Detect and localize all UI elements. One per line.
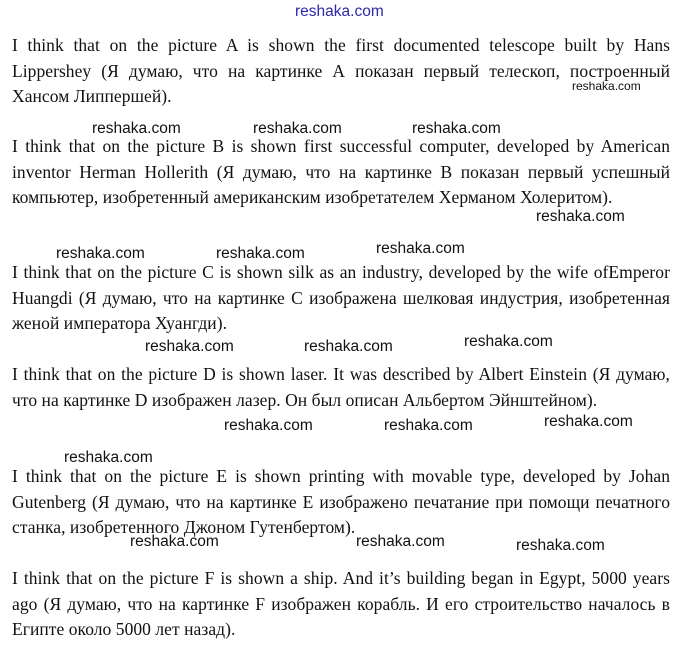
watermark: reshaka.com bbox=[544, 413, 633, 430]
watermark: reshaka.com bbox=[412, 120, 501, 137]
paragraph-picture-b: I think that on the picture B is shown first successful computer, developed by American inventor Herman Hollerith (Я думаю, что на картинке В показан первый успешный компьютер, изобретенный американским изобретателем Херманом Холеритом). bbox=[12, 136, 670, 207]
watermark: reshaka.com bbox=[536, 208, 625, 225]
watermark: reshaka.com bbox=[224, 417, 313, 434]
watermark: reshaka.com bbox=[376, 240, 465, 257]
paragraph-picture-f: I think that on the picture F is shown a ship. And it’s building began in Egypt, 5000 years ago (Я думаю, что на картинке F изображен корабль. И его строительство началось в Египте около 5000 лет назад). bbox=[12, 568, 670, 639]
paragraph-picture-d: I think that on the picture D is shown laser. It was described by Albert Einstein (Я думаю, что на картинке D изображен лазер. Он был описан Альбертом Эйнштейном). bbox=[12, 364, 670, 410]
watermark: reshaka.com bbox=[130, 533, 219, 550]
watermark: reshaka.com bbox=[356, 533, 445, 550]
watermark: reshaka.com bbox=[92, 120, 181, 137]
paragraph-picture-a: I think that on the picture A is shown the first documented telescope built by Hans Lippershey (Я думаю, что на картинке А показан первый телескоп, построенный Хансом Липпершей). bbox=[12, 35, 670, 106]
watermark: reshaka.com bbox=[216, 245, 305, 262]
watermark: reshaka.com bbox=[56, 245, 145, 262]
watermark: reshaka.com bbox=[145, 338, 234, 355]
paragraph-picture-e: I think that on the picture E is shown printing with movable type, developed by Johan Gutenberg (Я думаю, что на картинке Е изображено печатание при помощи печатного станка, изобретенного Джоном Гутенбертом). bbox=[12, 466, 670, 537]
watermark: reshaka.com bbox=[464, 333, 553, 350]
watermark: reshaka.com bbox=[304, 338, 393, 355]
header-watermark: reshaka.com bbox=[295, 3, 384, 20]
paragraph-picture-c: I think that on the picture C is shown silk as an industry, developed by the wife ofEmperor Huangdi (Я думаю, что на картинке С изображена шелковая индустрия, изобретенная женой императора Хуангди). bbox=[12, 262, 670, 333]
watermark: reshaka.com bbox=[572, 79, 641, 93]
watermark: reshaka.com bbox=[384, 417, 473, 434]
watermark: reshaka.com bbox=[516, 537, 605, 554]
watermark: reshaka.com bbox=[253, 120, 342, 137]
watermark: reshaka.com bbox=[64, 449, 153, 466]
